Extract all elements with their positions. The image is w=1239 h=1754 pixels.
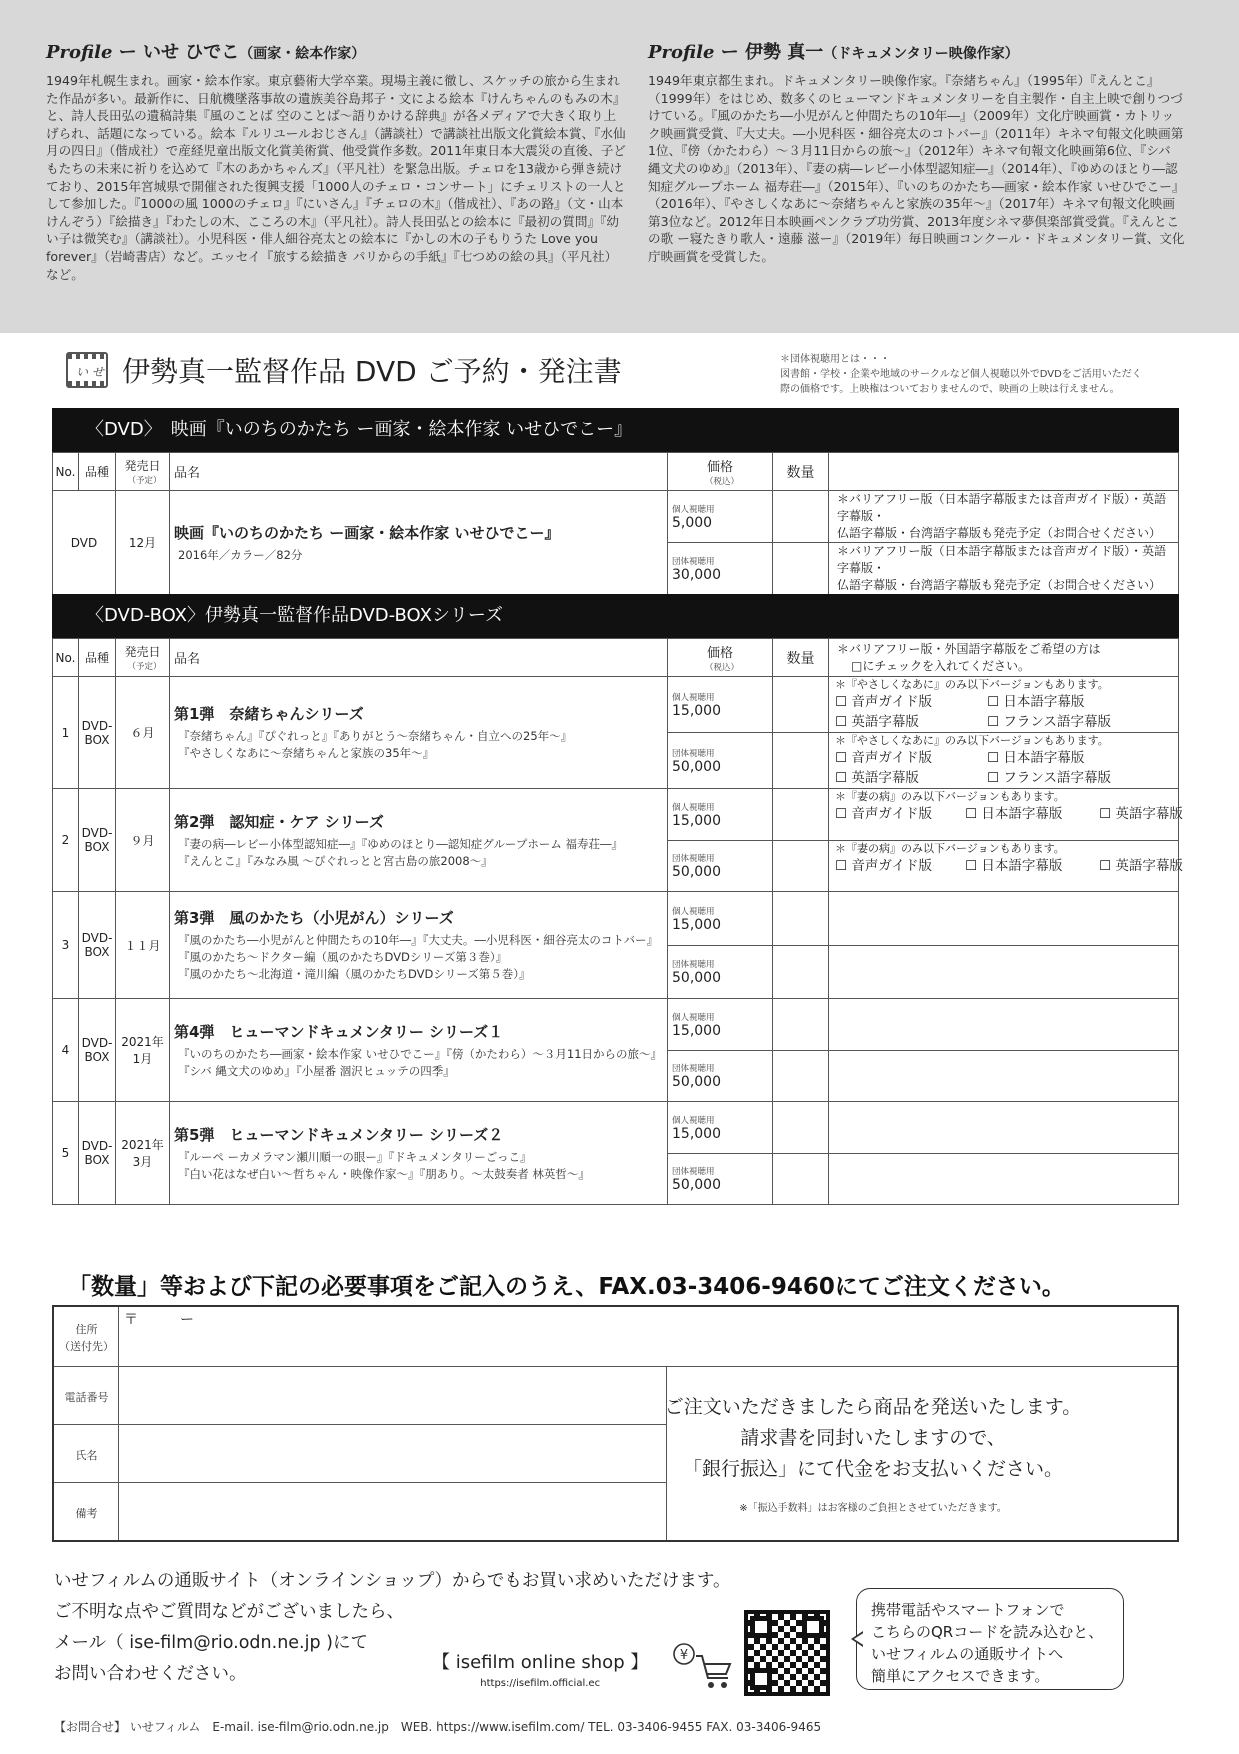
order-instruction: 「数量」等および下記の必要事項をご記入のうえ、FAX.03-3406-9460にてご注文ください。 — [68, 1274, 1065, 1300]
audio-guide-checkbox[interactable]: ☐ 音声ガイド版 — [835, 694, 933, 710]
dvd-band: 〈DVD〉 映画『いのちのかたち ー画家・絵本作家 いせひでこー』 — [52, 408, 1179, 452]
group-viewing-note: ＊団体視聴用とは・・・ 図書館・学校・企業や地域のサークルなど個人視聴以外でDVDをご活用いただく 際の価格です。上映権はついておりませんので、映画の上映は行えません。 — [780, 354, 1142, 395]
japanese-subtitle-checkbox[interactable]: ☐ 日本語字幕版 — [965, 858, 1063, 874]
table-header: No. 品種 発売日 （予定） 品名 価格 （税込） 数量 — [53, 453, 1179, 491]
profile-ise-shinichi — [648, 38, 1186, 266]
audio-guide-checkbox[interactable]: ☐ 音声ガイド版 — [835, 806, 933, 822]
profile-ise-hideko — [46, 38, 628, 283]
quantity-input[interactable] — [773, 733, 829, 789]
quantity-input[interactable] — [773, 1102, 829, 1154]
quantity-input[interactable] — [773, 1051, 829, 1102]
profile-heading: Profile ー いせ ひでこ（画家・絵本作家） — [46, 42, 366, 63]
table-row: 団体視聴用 50,000 ＊『妻の病』のみ以下バージョンもあります。 ☐ 音声ガイド版 ☐ 日本語字幕版 ☐ 英語字幕版 — [53, 841, 1179, 892]
footer-info: いせフィルムの通販サイト（オンラインショップ）からでもお買い求めいただけます。 ご不明な点やご質問などがございましたら、 メール（ ise-film@rio.odn.ne.jp )にて お問い合わせください。 — [54, 1571, 731, 1684]
quantity-input[interactable] — [773, 946, 829, 999]
english-subtitle-checkbox[interactable]: ☐ 英語字幕版 — [1099, 806, 1183, 822]
quantity-input[interactable] — [773, 677, 829, 733]
table-row: 4 DVD- BOX 2021年 1月 第4弾 ヒューマンドキュメンタリー シリーズ１ 『いのちのかたち―画家・絵本作家 いせひでこー』『傍（かたわら）～３月11日からの旅～』 『シバ 縄文犬のゆめ』『小屋番 涸沢ヒュッテの四季』 個人視聴用 15,000 — [53, 999, 1179, 1051]
quantity-input[interactable] — [773, 999, 829, 1051]
contact-line: 【お問合せ】 いせフィルム E-mail. ise-film@rio.odn.ne.jp WEB. https://www.isefilm.com/ TEL. 03-3406-9455 FAX. 03-3406-9465 — [54, 1720, 822, 1734]
table-row: 2 DVD- BOX ９月 第2弾 認知症・ケア シリーズ 『妻の病―レビー小体型認知症―』『ゆめのほとり―認知症グループホーム 福寿荘―』 『えんとこ』『みなみ風 ～ぴぐれっとと宮古島の旅2008～』 個人視聴用 15,000 ＊『妻の病』のみ以下バージョンもあります。 ☐ 音声ガイド版 ☐ 日本語字幕版 ☐ 英語字幕版 — [53, 789, 1179, 841]
customer-info-form: 住所 （送付先） 〒 ー 電話番号 氏名 備考 — [52, 1305, 1179, 1542]
japanese-subtitle-checkbox[interactable]: ☐ 日本語字幕版 — [987, 750, 1085, 766]
table-row: 1 DVD- BOX ６月 第1弾 奈緒ちゃんシリーズ 『奈緒ちゃん』『ぴぐれっと』『ありがとう～奈緒ちゃん・自立への25年～』 『やさしくなあに～奈緒ちゃんと家族の35年～』 個人視聴用 15,000 ＊『やさしくなあに』のみ以下バージョンもあります。 ☐ 音声ガイド版 ☐ 日本語字幕版 ☐ 英語字幕版 ☐ フランス語字幕版 — [53, 677, 1179, 733]
svg-text:¥: ¥ — [679, 1648, 689, 1663]
form-title-text: 伊勢真一監督作品 DVD ご予約・発注書 — [122, 355, 622, 388]
quantity-input[interactable] — [773, 491, 829, 543]
profile-text: 1949年東京都生まれ。ドキュメンタリー映像作家。『奈緒ちゃん』（1995年）『えんとこ』（1999年）をはじめ、数多くのヒューマンドキュメンタリーを自主製作・自主上映で創りつづけている。『風のかたち―小児がんと仲間たちの10年―』（2009年）文化庁映画賞・カトリック映画賞受賞、『大丈夫。―小児科医・細谷亮太のコトバー』（2011年）キネマ旬報文化映画第1位、『傍（かたわら）～３月11日からの旅～』（2012年）キネマ旬報文化映画第6位、『シバ 縄文犬のゆめ』（2013年）、『妻の病―レビー小体型認知症―』（2014年）、『ゆめのほとり―認知症グループホーム 福寿荘―』（2015年）、『いのちのかたち―画家・絵本作家 いせひでこー』（2016年）、『やさしくなあに～奈緒ちゃんと家族の35年～』（2017年）キネマ旬報文化映画第3位など。2012年日本映画ペンクラブ功労賞、2013年度シネマ夢倶楽部賞受賞。『えんとこの歌 ー寝たきり歌人・遠藤 滋ー』（2019年）毎日映画コンクール・ドキュメンタリー賞、文化庁映画賞を受賞した。 — [648, 73, 1185, 264]
table-row: 団体視聴用 50,000 — [53, 946, 1179, 999]
table-row: 3 DVD- BOX １１月 第3弾 風のかたち（小児がん）シリーズ 『風のかたち―小児がんと仲間たちの10年―』『大丈夫。―小児科医・細谷亮太のコトバー』 『風のかたち～ドクター編（風のかたちDVDシリーズ第３巻）』 『風のかたち～北海道・滝川編（風のかたちDVDシリーズ第５巻）』 個人視聴用 15,000 — [53, 892, 1179, 946]
address-field[interactable] — [54, 1307, 1177, 1367]
table-row: 団体視聴用 30,000 ＊バリアフリー版（日本語字幕版または音声ガイド版）・英語字幕版・ 仏語字幕版・台湾語字幕版も発売予定（お問合せください） — [53, 543, 1179, 595]
quantity-input[interactable] — [773, 1154, 829, 1205]
phone-field[interactable] — [54, 1367, 666, 1425]
shopping-cart-icon — [672, 1642, 732, 1690]
table-row: 団体視聴用 50,000 ＊『やさしくなあに』のみ以下バージョンもあります。 ☐ 音声ガイド版 ☐ 日本語字幕版 ☐ 英語字幕版 ☐ フランス語字幕版 — [53, 733, 1179, 789]
quantity-input[interactable] — [773, 841, 829, 892]
table-row: 団体視聴用 50,000 — [53, 1051, 1179, 1102]
french-subtitle-checkbox[interactable]: ☐ フランス語字幕版 — [987, 770, 1112, 786]
quantity-input[interactable] — [773, 543, 829, 595]
qr-code[interactable] — [744, 1610, 830, 1696]
japanese-subtitle-checkbox[interactable]: ☐ 日本語字幕版 — [965, 806, 1063, 822]
table-row: DVD 12月 映画『いのちのかたち ー画家・絵本作家 いせひでこー』 2016年／カラー／82分 個人視聴用 5,000 ＊バリアフリー版（日本語字幕版または音声ガイド版）・英語字幕版・ 仏語字幕版・台湾語字幕版も発売予定（お問合せください） — [53, 491, 1179, 543]
dvd-box-band: 〈DVD-BOX〉伊勢真一監督作品DVD-BOXシリーズ — [52, 594, 1179, 638]
english-subtitle-checkbox[interactable]: ☐ 英語字幕版 — [835, 714, 919, 730]
form-title — [66, 350, 622, 390]
quantity-input[interactable] — [773, 892, 829, 946]
french-subtitle-checkbox[interactable]: ☐ フランス語字幕版 — [987, 714, 1112, 730]
profile-text: 1949年札幌生まれ。画家・絵本作家。東京藝術大学卒業。現場主義に徹し、スケッチの旅から生まれた作品が多い。最新作に、日航機墜落事故の遺族美谷島邦子・文による絵本『けんちゃんのもみの木』と、詩人長田弘の遺稿詩集『風のことば 空のことば～語りかける辞典』が各メディアで大きく取り上げられ、話題になっている。絵本『ルリユールおじさん』（講談社）で講談社出版文化賞絵本賞、『水仙月の四日』（偕成社）で産経児童出版文化賞美術賞、他受賞作多数。2011年東日本大震災の直後、子どもたちの未来に祈りを込めて『木のあかちゃんズ』（平凡社）を緊急出版。チェロを13歳から弾き続けており、2015年宮城県で開催された復興支援「1000人のチェロ・コンサート」にチェリストの一人として参加した。『1000の風 1000のチェロ』『にいさん』『チェロの木』（偕成社）、『あの路』（文・山本けんぞう）『絵描き』『わたしの木、こころの木』（平凡社）。詩人長田弘との絵本に『最初の質問』『幼い子は微笑む』（講談社）。小児科医・俳人細谷亮太との絵本に『かしの木の子もりうた Love you forever』（岩崎書店）など。エッセイ『旅する絵描き パリからの手紙』『七つめの絵の具』（平凡社）など。 — [46, 73, 626, 282]
dvd-box-order-table — [52, 638, 1183, 1205]
audio-guide-checkbox[interactable]: ☐ 音声ガイド版 — [835, 858, 933, 874]
quantity-input[interactable] — [773, 789, 829, 841]
remarks-field[interactable] — [54, 1483, 666, 1540]
table-row: 5 DVD- BOX 2021年 3月 第5弾 ヒューマンドキュメンタリー シリーズ２ 『ルーペ ーカメラマン瀬川順一の眼ー』『ドキュメンタリーごっこ』 『白い花はなぜ白い～哲ちゃん・映像作家～』『朋あり。～太鼓奏者 林英哲～』 個人視聴用 15,000 — [53, 1102, 1179, 1154]
english-subtitle-checkbox[interactable]: ☐ 英語字幕版 — [835, 770, 919, 786]
postal-mark: 〒 ー — [124, 1312, 194, 1328]
shipping-message: ご注文いただきましたら商品を発送いたします。 請求書を同封いたしますので、 「銀行振込」にて代金をお支払いください。 ※「振込手数料」はお客様のご負担とさせていただきます。 — [664, 1396, 1082, 1514]
online-shop-link[interactable]: 【 isefilm online shop 】 https://isefilm.official.ec — [432, 1652, 649, 1689]
english-subtitle-checkbox[interactable]: ☐ 英語字幕版 — [1099, 858, 1183, 874]
table-row: 団体視聴用 50,000 — [53, 1154, 1179, 1205]
table-header: No. 品種 発売日 （予定） 品名 価格 （税込） 数量 ＊バリアフリー版・外国語字幕版をご希望の方は □にチェックを入れてください。 — [53, 639, 1179, 677]
film-reel-icon: い せ — [66, 352, 108, 388]
japanese-subtitle-checkbox[interactable]: ☐ 日本語字幕版 — [987, 694, 1085, 710]
qr-speech-bubble: 携帯電話やスマートフォンで こちらのQRコードを読み込むと、 いせフィルムの通販サイトへ 簡単にアクセスできます。 — [856, 1588, 1124, 1690]
profiles-section — [0, 0, 1239, 333]
dvd-order-table — [52, 452, 1179, 595]
profile-heading: Profile ー 伊勢 真一（ドキュメンタリー映像作家） — [648, 42, 1019, 63]
name-field[interactable] — [54, 1425, 666, 1483]
audio-guide-checkbox[interactable]: ☐ 音声ガイド版 — [835, 750, 933, 766]
